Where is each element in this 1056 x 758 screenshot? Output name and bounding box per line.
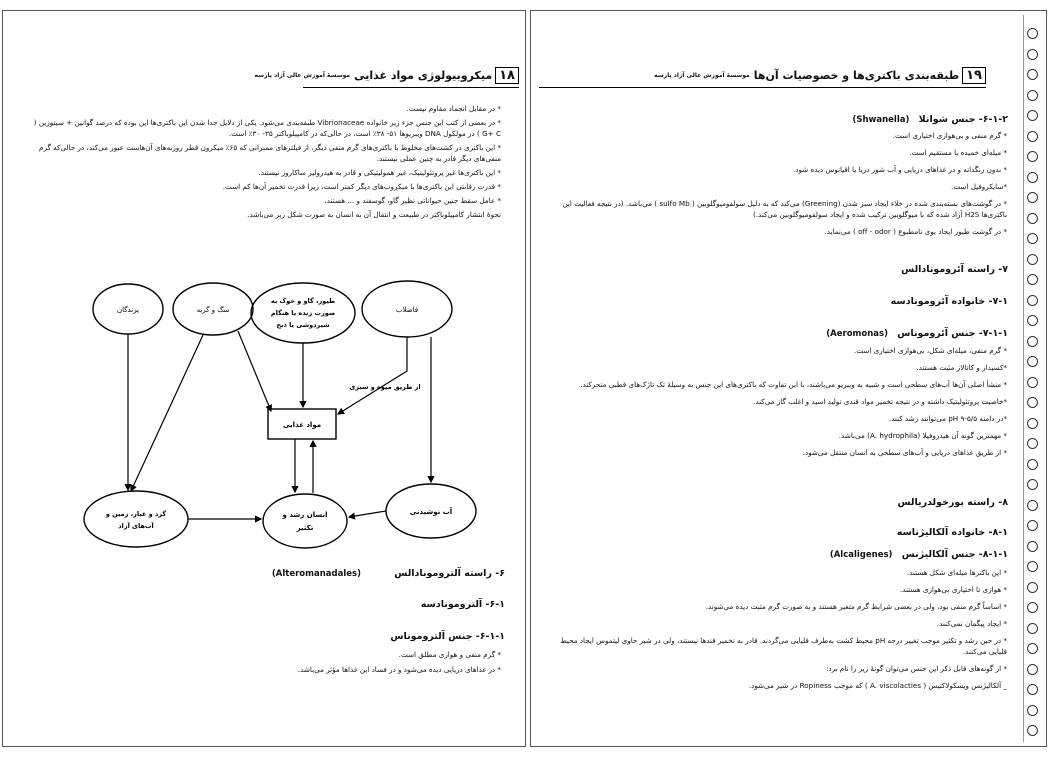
binding-ring (1027, 192, 1038, 203)
header-title: طبقه‌بندی باکتری‌ها و خصوصیات آن‌ها (753, 68, 960, 82)
paragraph: * این باکتری‌ها غیر پروتئولیتیک، غیر همولیتیکی و قادر به هیدرولیز ساکاروز نیستند. (258, 168, 501, 177)
paragraph: * این باکتری در کشت‌های مخلوط با باکتری‌های گرم منفی دیگر، از فیلترهای ممبرانی که ۶۵٪ میکرون قطر روزنه‌های آن‌هاست عبور می‌کند، در حالی‌که گرم منفی‌های دیگر قادر به چنین عملی نیستند. (39, 143, 501, 163)
bullet: * گرم منفی، میله‌ای شکل، بی‌هوازی اختیاری است. (853, 346, 1007, 355)
section-heading: ۶-۱-۲- جنس شوانلا (Shwanella) (852, 114, 1008, 125)
bullet: * در گوشت‌های بسته‌بندی شده در خلاء ایجاد سبز شدن (Greening) می‌کند که به دلیل سولفومیوگلوبین ( sulfo Mb ) می‌باشد. (در نتیجه فعالیت این باکتری‌ها H2S آزاد شده که با میوگلوبین ترکیب شده و ایجاد سولفومیوگلوبین می‌کند.) (562, 199, 1007, 219)
binding-ring (1027, 500, 1038, 511)
left-paragraphs (23, 103, 501, 220)
latin-name: (Alteromanadales) (271, 569, 361, 579)
bullet: * در غذاهای دریایی دیده می‌شود و در فساد این غذاها مؤثر می‌باشد. (297, 665, 501, 674)
binding-ring (1027, 233, 1038, 244)
human-node (263, 494, 347, 548)
section-heading: ۶-۱- آلترومونادسه (420, 599, 505, 610)
binding-ring (1027, 459, 1038, 470)
section-heading: ۸- راسته بورخولدریالس (897, 497, 1008, 508)
bullet: _ آلکالیژنس ویسکولاکتیس ( A. viscolacties ) که موجب Ropiness در شیر می‌شود. (748, 681, 1007, 690)
dust-node (84, 491, 188, 547)
binding-ring (1027, 397, 1038, 408)
binding-ring (1027, 623, 1038, 634)
paragraph: * در بعضی از کتب این جنس جزء زیر خانواده Vibrionaceae طبقه‌بندی می‌شود. یکی از دلایل جدا شدن این باکتری‌ها این بوده که درصد گوانین + سیتوزین ( G+ C ) در مولکول DNA ویبریوها ۵۱- ۳۸٪ است، در حالی‌که در کامپیلوباکتر ۳۵- ۳۰٪ است. (33, 118, 501, 138)
birds-label: پرندگان (116, 306, 140, 314)
page-number: ۱۸ (495, 67, 519, 84)
section-heading: ۸-۱-۱- جنس آلکالیژنس (Alcaligenes) (829, 549, 1008, 560)
human-label-1: انسان رشد و (282, 511, 328, 519)
section-heading: ۷- راسته آئرومونادالس (901, 264, 1008, 275)
bullet: * در حین رشد و تکثیر موجب تغییر درجه pH محیط کشت به‌طرف قلیایی می‌گردند. قادر به تخمیر قندها نیستند، ولی در شیر حاوی لیتموس ایجاد محیط قلیایی می‌کنند. (560, 636, 1007, 656)
alcaligenes-bullets (541, 567, 1007, 691)
binding-ring (1027, 684, 1038, 695)
binding-ring (1027, 438, 1038, 449)
bullet: * از طریق غذاهای دریایی و آب‌های سطحی به انسان منتقل می‌شود. (802, 448, 1007, 457)
paragraph: * قدرت رقابتی این باکتری‌ها با میکروب‌های دیگر کمتر است، زیرا قدرت تخمیر آن‌ها کم است. (222, 182, 501, 191)
produce-path-label: از طریق میوه و سبزی (349, 383, 421, 391)
right-page (530, 10, 1047, 747)
binding-ring (1027, 254, 1038, 265)
dog-cat-label: سگ و گربه (196, 306, 230, 314)
bullet: * گرم منفی و هوازی مطلق است. (398, 650, 501, 659)
header-institute: موسسهٔ آموزش عالی آزاد پارسه (654, 71, 750, 79)
binding-ring (1027, 520, 1038, 531)
bullet: * از گونه‌های قابل ذکر این جنس می‌توان گونهٔ زیر را نام برد: (826, 664, 1007, 673)
binding-ring (1027, 110, 1038, 121)
binding-ring (1027, 418, 1038, 429)
bullet: * اساساً گرم منفی بود، ولی در بعضی شرایط گرم متغیر هستند و به صورت گرم مثبت دیده می‌شوند. (705, 602, 1007, 611)
bullet: * میله‌ای خمیده یا مستقیم است. (909, 148, 1007, 157)
binding-ring (1027, 295, 1038, 306)
header-rule (539, 87, 986, 88)
dust-label-1: گرد و غبار، زمین و (105, 510, 167, 518)
binding-ring (1027, 664, 1038, 675)
binding-ring (1027, 151, 1038, 162)
binding-ring (1027, 582, 1038, 593)
binding-ring (1027, 274, 1038, 285)
bullet: * این باکترها میله‌ای شکل هستند. (906, 568, 1007, 577)
binding-ring (1027, 561, 1038, 572)
binding-ring (1027, 705, 1038, 716)
water-label: آب نوشیدنی (409, 508, 453, 516)
binding-line (1023, 15, 1024, 742)
campylobacter-diagram (3, 271, 525, 556)
binding-ring (1027, 315, 1038, 326)
binding-ring (1027, 172, 1038, 183)
human-label-2: تکثیر (296, 524, 314, 532)
dust-label-2: آب‌های آزاد (118, 522, 154, 530)
binding-ring (1027, 725, 1038, 736)
binding-ring (1027, 131, 1038, 142)
sewage-label: فاضلاب (395, 306, 419, 314)
bullet: *سایکروفیل است. (951, 182, 1007, 191)
binding-ring (1027, 336, 1038, 347)
binding-ring (1027, 377, 1038, 388)
binding-ring (1027, 541, 1038, 552)
binding-ring (1027, 28, 1038, 39)
latin-name: (Aeromonas) (826, 329, 888, 339)
header-rule (303, 87, 519, 88)
section-heading: ۶-۱-۱- جنس آلتروموناس (390, 631, 505, 642)
bullet: * بدون رنگدانه و در غذاهای دریایی و آب شور دریا یا اقیانوس دیده شود. (792, 165, 1007, 174)
shewanella-bullets (541, 130, 1007, 237)
binding-ring (1027, 90, 1038, 101)
section-heading: ۷-۱- خانواده آئرومونادسه (890, 296, 1008, 307)
right-page-header (654, 66, 986, 84)
binding-ring (1027, 69, 1038, 80)
binding-ring (1027, 602, 1038, 613)
binding-ring (1027, 479, 1038, 490)
livestock-label-2: صورت زنده یا هنگام (270, 309, 336, 317)
paragraph: نحوهٔ انتشار کامپیلوباکتر در طبیعت و انتقال آن به انسان به صورت شکل زیر می‌باشد. (247, 210, 501, 219)
bullet: * ایجاد پیگمان نمی‌کنند. (936, 619, 1007, 628)
left-page-header (255, 66, 519, 84)
section-heading: ۶- راسته آلترومونادالس (Alteromanadales) (271, 568, 505, 579)
aeromonas-bullets (541, 345, 1007, 458)
binding-ring (1027, 643, 1038, 654)
header-institute: موسسهٔ آموزش عالی آزاد پارسه (254, 71, 351, 79)
page-number: ۱۹ (962, 67, 986, 84)
bullet: * هوازی تا اختیاری بی‌هوازی هستند. (899, 585, 1007, 594)
section-heading: ۷-۱-۱- جنس آئروموناس (Aeromonas) (826, 328, 1008, 339)
binding-ring (1027, 213, 1038, 224)
livestock-label-1: طیور، گاو و خوک به (270, 297, 336, 305)
bullet: * در گوشت طیور ایجاد بوی نامطبوع ( off - odor ) می‌نماید. (824, 227, 1007, 236)
binding-ring (1027, 49, 1038, 60)
latin-name: (Alcaligenes) (829, 550, 893, 560)
livestock-label-3: شیردوشی یا ذبح (276, 321, 330, 329)
bullet: * مهمترین گونه آن هیدروفیلا (A. hydrophila) می‌باشد. (838, 431, 1007, 440)
paragraph: * عامل سقط جنین حیواناتی نظیر گاو، گوسفند و ... هستند. (324, 196, 501, 205)
latin-name: (Shwanella) (852, 115, 910, 125)
binding-ring (1027, 356, 1038, 367)
left-page (2, 10, 526, 747)
paragraph: * در مقابل انجماد مقاوم نیست. (406, 104, 501, 113)
bullet: * منشأ اصلی آن‌ها آب‌های سطحی است و شبیه به ویبریو می‌باشند، با این تفاوت که باکتری‌های این جنس به وسیلهٔ تک تاژک‌های قطبی متحرکند. (580, 380, 1007, 389)
bullet: *خاصیت پروتئولیتیک داشته و در نتیجه تخمیر مواد قندی تولید اسید و اغلب گاز می‌کند. (753, 397, 1007, 406)
bullet: *در دامنه pH ۹-۵/۵ می‌توانند رشد کنند. (888, 414, 1007, 423)
header-title: میکروبیولوژی مواد غذایی (354, 68, 493, 82)
bullet: * گرم منفی و بی‌هوازی اختیاری است. (892, 131, 1007, 140)
bullet: *کسیداز و کاتالاز مثبت هستند. (916, 363, 1007, 372)
alteromonas-bullets (23, 649, 501, 675)
food-label: مواد غذایی (282, 421, 322, 429)
section-heading: ۸-۱- خانواده آلکالیژناسه (896, 527, 1008, 538)
